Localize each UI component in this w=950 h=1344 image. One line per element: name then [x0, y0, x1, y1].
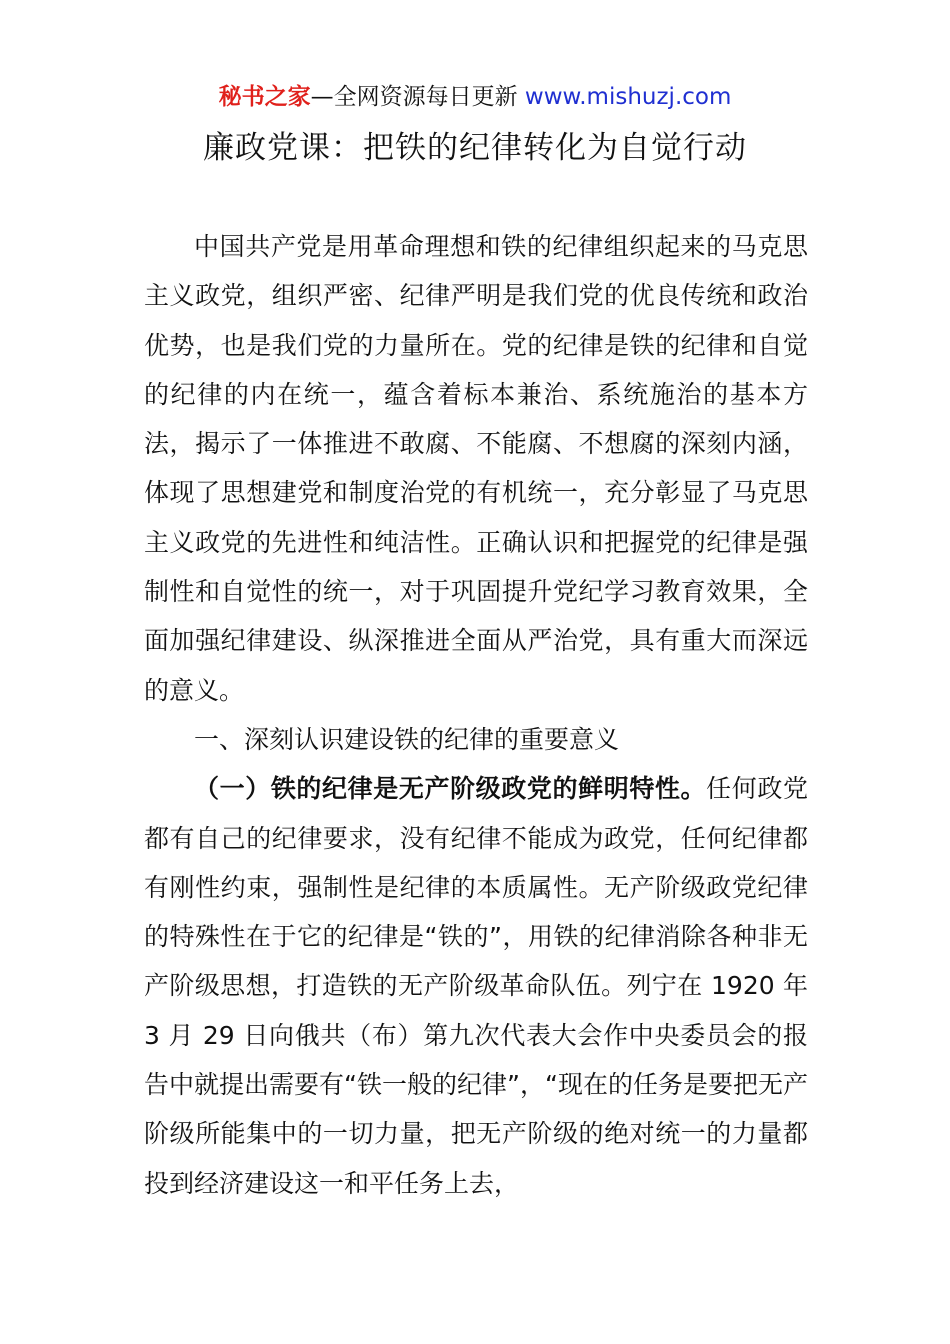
- document-body: [144, 222, 808, 1208]
- document-title: 廉政党课：把铁的纪律转化为自觉行动: [203, 130, 747, 166]
- subsection-paragraph: [144, 764, 808, 1208]
- subsection-heading: （一）铁的纪律是无产阶级政党的鲜明特性。: [194, 774, 707, 804]
- subsection-body: 任何政党都有自己的纪律要求，没有纪律不能成为政党，任何纪律都有刚性约束，强制性是纪律的本质属性。无产阶级政党纪律的特殊性在于它的纪律是“铁的”，用铁的纪律消除各种非无产阶级思想，打造铁的无产阶级革命队伍。列宁在 1920 年 3 月 29 日向俄共（布）第九次代表大会作中央委员会的报告中就提出需要有“铁一般的纪律”，“现在的任务是要把无产阶级所能集中的一切力量，把无产阶级的绝对统一的力量都投到经济建设这一和平任务上去，: [144, 774, 808, 1198]
- section-heading: 一、深刻认识建设铁的纪律的重要意义: [194, 724, 620, 754]
- header-tagline: —全网资源每日更新: [310, 84, 525, 110]
- brand-name: 秘书之家: [218, 84, 311, 110]
- site-header: [0, 82, 950, 112]
- intro-paragraph: 中国共产党是用革命理想和铁的纪律组织起来的马克思主义政党，组织严密、纪律严明是我们党的优良传统和政治优势，也是我们党的力量所在。党的纪律是铁的纪律和自觉的纪律的内在统一，蕴含着标本兼治、系统施治的基本方法，揭示了一体推进不敢腐、不能腐、不想腐的深刻内涵，体现了思想建党和制度治党的有机统一，充分彰显了马克思主义政党的先进性和纯洁性。正确认识和把握党的纪律是强制性和自觉性的统一，对于巩固提升党纪学习教育效果，全面加强纪律建设、纵深推进全面从严治党，具有重大而深远的意义。: [144, 232, 808, 705]
- site-url: www.mishuzj.com: [524, 84, 732, 110]
